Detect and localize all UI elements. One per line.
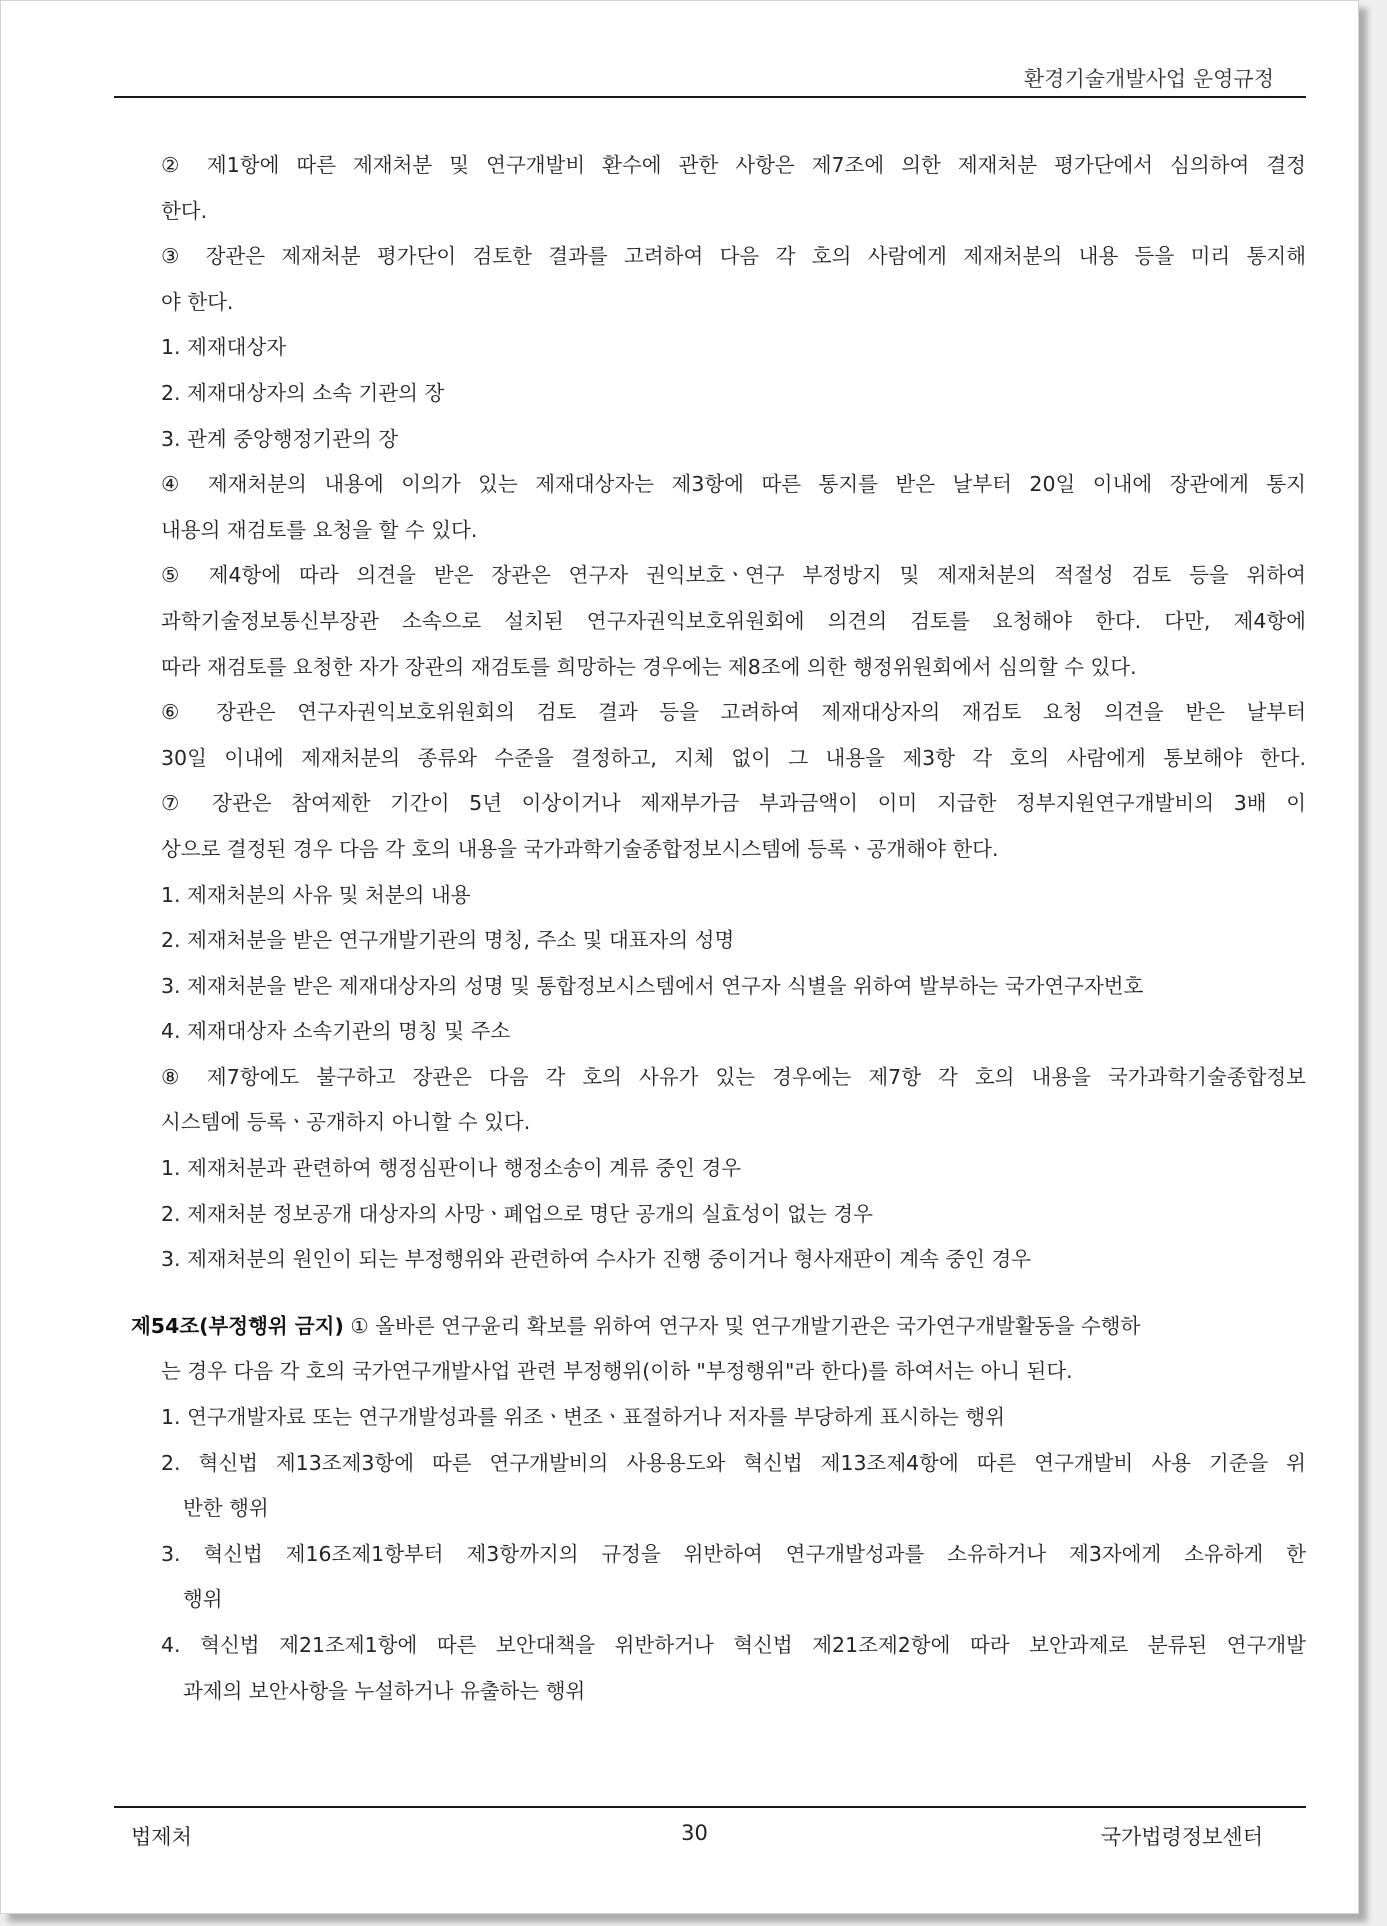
footer-rule: [114, 1806, 1306, 1808]
paragraph-line: ⑥ 장관은 연구자권익보호위원회의 검토 결과 등을 고려하여 제재대상자의 재검토 요청 의견을 받은 날부터: [161, 700, 1306, 725]
paragraph-line: 야 한다.: [161, 289, 234, 314]
paragraph-line: ⑦ 장관은 참여제한 기간이 5년 이상이거나 제재부가금 부과금액이 이미 지급한 정부지원연구개발비의 3배 이: [161, 791, 1306, 816]
article-list-item: 2. 혁신법 제13조제3항에 따른 연구개발비의 사용용도와 혁신법 제13조제4항에 따른 연구개발비 사용 기준을 위: [161, 1450, 1306, 1475]
list-item: 4. 제재대상자 소속기관의 명칭 및 주소: [161, 1019, 511, 1044]
article-list-item: 4. 혁신법 제21조제1항에 따른 보안대책을 위반하거나 혁신법 제21조제2항에 따라 보안과제로 분류된 연구개발: [161, 1633, 1306, 1657]
paragraph-line: 한다.: [161, 198, 208, 223]
footer-right: 국가법령정보센터: [1100, 1825, 1263, 1849]
header-title: 환경기술개발사업 운영규정: [1023, 67, 1274, 91]
paragraph-line: ③ 장관은 제재처분 평가단이 검토한 결과를 고려하여 다음 각 호의 사람에게 제재처분의 내용 등을 미리 통지해: [161, 244, 1306, 269]
list-item: 3. 제재처분의 원인이 되는 부정행위와 관련하여 수사가 진행 중이거나 형사재판이 계속 중인 경우: [161, 1247, 1032, 1272]
section-gap: [161, 1283, 1306, 1304]
article-first-line: ① 올바른 연구윤리 확보를 위하여 연구자 및 연구개발기관은 국가연구개발활동을 수행하: [343, 1313, 1141, 1338]
page-number: 30: [681, 1821, 708, 1845]
paragraph-line: 30일 이내에 제재처분의 종류와 수준을 결정하고, 지체 없이 그 내용을 제3항 각 호의 사람에게 통보해야 한다.: [161, 745, 1306, 770]
article-heading: 제54조(부정행위 금지): [131, 1313, 344, 1338]
paragraph-line: ② 제1항에 따른 제재처분 및 연구개발비 환수에 관한 사항은 제7조에 의한 제재처분 평가단에서 심의하여 결정: [161, 153, 1306, 177]
paragraph-line: 따라 재검토를 요청한 자가 장관의 재검토를 희망하는 경우에는 제8조에 의한 행정위원회에서 심의할 수 있다.: [161, 654, 1137, 679]
header-rule: [114, 96, 1306, 98]
article-list-item: 3. 혁신법 제16조제1항부터 제3항까지의 규정을 위반하여 연구개발성과를 소유하거나 제3자에게 소유하게 한: [161, 1541, 1306, 1566]
footer-left: 법제처: [131, 1825, 192, 1849]
paragraph-line: ④ 제재처분의 내용에 이의가 있는 제재대상자는 제3항에 따른 통지를 받은 날부터 20일 이내에 장관에게 통지: [161, 472, 1306, 497]
paragraph-line: 상으로 결정된 경우 다음 각 호의 내용을 국가과학기술종합정보시스템에 등록ㆍ공개해야 한다.: [161, 836, 999, 861]
paragraph-line: ⑧ 제7항에도 불구하고 장관은 다음 각 호의 사유가 있는 경우에는 제7항 각 호의 내용을 국가과학기술종합정보: [161, 1064, 1306, 1089]
paragraph-line: 시스템에 등록ㆍ공개하지 아니할 수 있다.: [161, 1110, 531, 1135]
list-item: 2. 제재처분을 받은 연구개발기관의 명칭, 주소 및 대표자의 성명: [161, 928, 735, 953]
article-list-item-cont: 행위: [183, 1587, 223, 1612]
article-list-item: 1. 연구개발자료 또는 연구개발성과를 위조ㆍ변조ㆍ표절하거나 저자를 부당하게 표시하는 행위: [161, 1405, 1006, 1430]
list-item: 1. 제재처분의 사유 및 처분의 내용: [161, 882, 471, 907]
list-item: 3. 제재처분을 받은 제재대상자의 성명 및 통합정보시스템에서 연구자 식별을 위하여 발부하는 국가연구자번호: [161, 973, 1144, 998]
paragraph-line: 내용의 재검토를 요청을 할 수 있다.: [161, 517, 478, 542]
paragraph-line: 과학기술정보통신부장관 소속으로 설치된 연구자권익보호위원회에 의견의 검토를 요청해야 한다. 다만, 제4항에: [161, 608, 1306, 633]
article-line: 는 경우 다음 각 호의 국가연구개발사업 관련 부정행위(이하 "부정행위"라 한다)를 하여서는 아니 된다.: [161, 1359, 1073, 1384]
document-body: [131, 143, 1306, 1714]
article-list-item-cont: 과제의 보안사항을 누설하거나 유출하는 행위: [183, 1678, 586, 1703]
paragraph-line: ⑤ 제4항에 따라 의견을 받은 장관은 연구자 권익보호ㆍ연구 부정방지 및 제재처분의 적절성 검토 등을 위하여: [161, 563, 1306, 588]
list-item: 1. 제재대상자: [161, 335, 287, 360]
article-list-item-cont: 반한 행위: [183, 1496, 269, 1521]
article-heading-line: [131, 1304, 1306, 1350]
list-item: 2. 제재처분 정보공개 대상자의 사망ㆍ폐업으로 명단 공개의 실효성이 없는 경우: [161, 1201, 873, 1226]
list-item: 3. 관계 중앙행정기관의 장: [161, 426, 399, 451]
list-item: 1. 제재처분과 관련하여 행정심판이나 행정소송이 계류 중인 경우: [161, 1156, 742, 1181]
list-item: 2. 제재대상자의 소속 기관의 장: [161, 380, 445, 405]
